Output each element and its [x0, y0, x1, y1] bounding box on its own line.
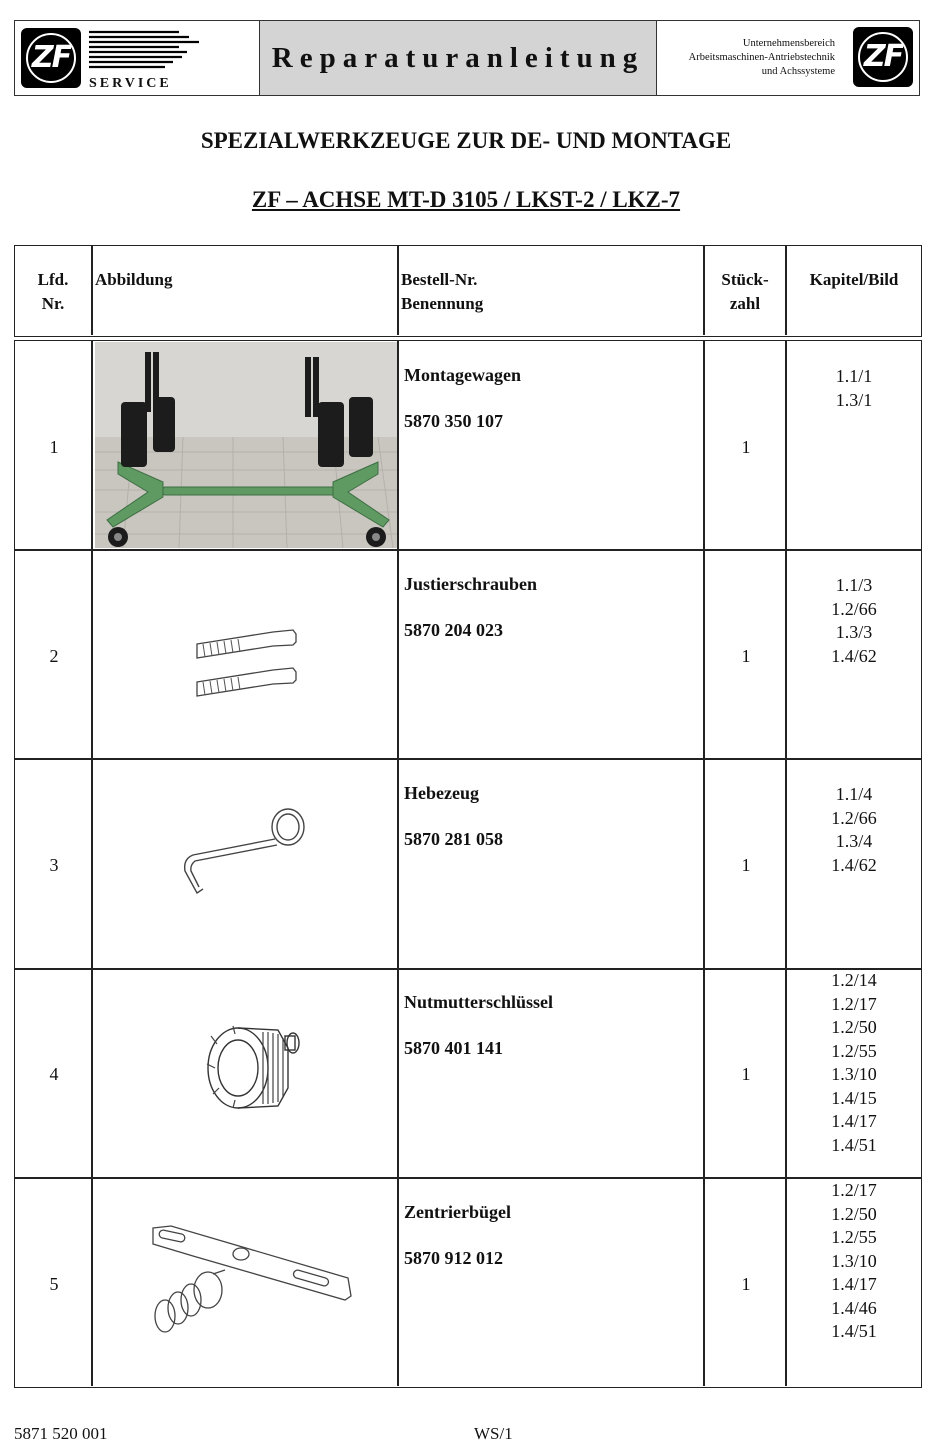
service-label: SERVICE: [89, 76, 172, 91]
zf-logo-icon: ZF: [21, 28, 81, 88]
col-header-stueck: Stück- zahl: [721, 270, 769, 313]
row-number: 2: [49, 646, 59, 666]
chapter-list: 1.2/14 1.2/17 1.2/50 1.2/55 1.3/10 1.4/15 1.4/17 1.4/51: [831, 970, 877, 1155]
footer-page-number: WS/1: [474, 1424, 513, 1443]
table-row: [15, 341, 921, 551]
col-header-bestell: Bestell-Nr. Benennung: [401, 270, 484, 313]
chapter-list: 1.2/17 1.2/50 1.2/55 1.3/10 1.4/17 1.4/46 1.4/51: [831, 1180, 877, 1341]
hebezeug-drawing: [93, 759, 399, 967]
table-row: [15, 1178, 921, 1388]
quantity: 1: [741, 437, 751, 457]
service-stripes-icon: [87, 29, 251, 75]
table-row: [15, 759, 921, 969]
part-number: 5870 281 058: [404, 829, 503, 849]
footer-doc-number: 5871 520 001: [14, 1424, 108, 1443]
page-title: SPEZIALWERKZEUGE ZUR DE- UND MONTAGE: [200, 128, 732, 153]
quantity: 1: [741, 855, 751, 875]
row-number: 5: [49, 1274, 59, 1294]
tool-name: Nutmutterschlüssel: [404, 992, 553, 1012]
document-header: [14, 20, 920, 96]
department-block: [657, 21, 919, 95]
row-number: 3: [49, 855, 59, 875]
part-number: 5870 350 107: [404, 411, 503, 431]
tool-name: Hebezeug: [404, 783, 479, 803]
table-row: [15, 550, 921, 760]
row-number: 1: [49, 437, 59, 457]
chapter-list: 1.1/1 1.3/1: [835, 366, 873, 410]
nutmutterschluessel-drawing: [93, 968, 399, 1176]
quantity: 1: [741, 646, 751, 666]
col-header-abbildung: Abbildung: [95, 270, 173, 289]
document-title: Reparaturanleitung: [260, 21, 657, 95]
table-header: [14, 245, 922, 337]
part-number: 5870 204 023: [404, 620, 503, 640]
col-header-kapitel: Kapitel/Bild: [809, 270, 899, 289]
quantity: 1: [741, 1274, 751, 1294]
quantity: 1: [741, 1064, 751, 1084]
zentrierbuegel-drawing: [93, 1178, 399, 1386]
row-number: 4: [49, 1064, 59, 1084]
zf-logo-right-icon: ZF: [853, 27, 913, 87]
montagewagen-photo: [93, 342, 399, 548]
chapter-list: 1.1/3 1.2/66 1.3/3 1.4/62: [831, 575, 877, 666]
part-number: 5870 912 012: [404, 1248, 503, 1268]
justierschrauben-drawing: [93, 550, 399, 758]
tool-name: Zentrierbügel: [404, 1202, 511, 1222]
part-number: 5870 401 141: [404, 1038, 503, 1058]
tool-name: Justierschrauben: [404, 574, 538, 594]
department-text: Unternehmensbereich Arbeitsmaschinen-Antriebstechnik und Achssysteme: [688, 38, 835, 77]
col-header-lfd: Lfd. Nr.: [37, 270, 69, 313]
table-row: [15, 968, 921, 1178]
zf-service-logo: [15, 21, 260, 95]
tool-name: Montagewagen: [404, 365, 521, 385]
tools-table: [14, 340, 922, 1388]
chapter-list: 1.1/4 1.2/66 1.3/4 1.4/62: [831, 784, 877, 875]
page-subtitle: ZF – ACHSE MT-D 3105 / LKST-2 / LKZ-7: [251, 187, 681, 212]
